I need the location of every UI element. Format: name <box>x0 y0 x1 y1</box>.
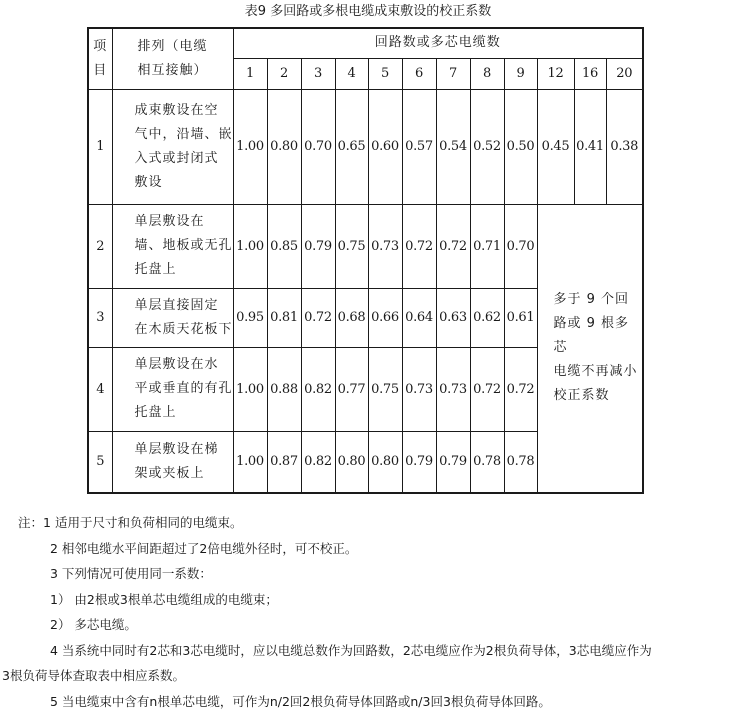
arrangement-line: 托盘上 <box>135 401 233 425</box>
header-item <box>88 28 112 89</box>
factor-cell: 0.38 <box>606 89 643 204</box>
factor-cell: 0.68 <box>335 288 368 347</box>
count-header: 1 <box>233 58 267 89</box>
count-header: 2 <box>267 58 301 89</box>
factor-cell: 0.65 <box>335 89 368 204</box>
row-arrangement <box>112 89 233 204</box>
note-3-item-1: 1） 由2根或3根单芯电缆组成的电缆束； <box>0 587 736 613</box>
count-header: 3 <box>301 58 335 89</box>
factor-cell: 0.80 <box>368 431 402 493</box>
note-1-text: 1 适用于尺寸和负荷相同的电缆束。 <box>43 515 242 530</box>
factor-cell: 1.00 <box>233 347 267 431</box>
arrangement-line: 成束敷设在空 <box>135 99 233 123</box>
note-4-line-2: 3根负荷导体查取表中相应系数。 <box>0 663 736 689</box>
factor-cell: 0.70 <box>504 204 537 288</box>
arrangement-line: 入式或封闭式 <box>135 147 233 171</box>
header-arrangement <box>112 28 233 89</box>
factor-cell: 0.72 <box>504 347 537 431</box>
factor-cell: 0.79 <box>436 431 470 493</box>
count-header: 12 <box>537 58 574 89</box>
table-caption: 表9 多回路或多根电缆成束敷设的校正系数 <box>0 4 736 20</box>
factor-cell: 0.70 <box>301 89 335 204</box>
row-item: 1 <box>88 89 112 204</box>
factor-cell: 1.00 <box>233 204 267 288</box>
factor-cell: 0.73 <box>368 204 402 288</box>
note-4-line-1: 4 当系统中同时有2芯和3芯电缆时，应以电缆总数作为回路数，2芯电缆应作为2根负荷导体，3芯电缆应作为 <box>0 638 736 664</box>
arrangement-line: 单层敷设在 <box>135 210 233 234</box>
count-header: 16 <box>574 58 606 89</box>
arrangement-line: 单层直接固定 <box>135 294 233 318</box>
factor-cell: 0.88 <box>267 347 301 431</box>
factor-cell: 0.62 <box>470 288 504 347</box>
table-row <box>88 89 643 204</box>
factor-cell: 0.80 <box>335 431 368 493</box>
count-header: 7 <box>436 58 470 89</box>
factor-cell: 0.72 <box>402 204 436 288</box>
row-arrangement <box>112 347 233 431</box>
factor-cell: 0.73 <box>436 347 470 431</box>
header-arrangement-line: 排列（电缆 <box>113 35 233 59</box>
factor-cell: 0.73 <box>402 347 436 431</box>
arrangement-line: 墙、地板或无孔 <box>135 234 233 258</box>
notes-section <box>0 510 736 714</box>
factor-cell: 0.80 <box>267 89 301 204</box>
factor-cell: 0.72 <box>301 288 335 347</box>
factor-cell: 0.72 <box>436 204 470 288</box>
factor-cell: 0.75 <box>335 204 368 288</box>
count-header: 20 <box>606 58 643 89</box>
row-arrangement <box>112 204 233 288</box>
count-header: 4 <box>335 58 368 89</box>
count-header: 5 <box>368 58 402 89</box>
factor-cell: 0.41 <box>574 89 606 204</box>
table-row <box>88 204 643 288</box>
row-item: 4 <box>88 347 112 431</box>
factor-cell: 0.82 <box>301 431 335 493</box>
factor-cell: 0.61 <box>504 288 537 347</box>
factor-cell: 0.95 <box>233 288 267 347</box>
factor-cell: 0.54 <box>436 89 470 204</box>
row-item: 3 <box>88 288 112 347</box>
note-2: 2 相邻电缆水平间距超过了2倍电缆外径时，可不校正。 <box>0 536 736 562</box>
arrangement-line: 单层敷设在梯 <box>135 438 233 462</box>
factor-cell: 0.82 <box>301 347 335 431</box>
note-5: 5 当电缆束中含有n根单芯电缆，可作为n/2回2根负荷导体回路或n/3回3根负荷导体回路。 <box>0 689 736 714</box>
factor-cell: 0.79 <box>301 204 335 288</box>
merged-note-line: 电缆不再减小 <box>554 360 643 384</box>
row-arrangement <box>112 288 233 347</box>
factor-cell: 0.78 <box>470 431 504 493</box>
merged-note-line: 多于 9 个回 <box>554 288 643 312</box>
arrangement-line: 在木质天花板下 <box>135 318 233 342</box>
merged-note-line: 校正系数 <box>554 384 643 408</box>
count-header: 8 <box>470 58 504 89</box>
header-count-group: 回路数或多芯电缆数 <box>233 28 643 58</box>
correction-factor-table <box>87 27 644 494</box>
factor-cell: 0.52 <box>470 89 504 204</box>
merged-note-line: 路或 9 根多芯 <box>554 312 643 360</box>
factor-cell: 0.79 <box>402 431 436 493</box>
factor-cell: 0.87 <box>267 431 301 493</box>
note-3-item-2: 2） 多芯电缆。 <box>0 612 736 638</box>
arrangement-line: 单层敷设在水 <box>135 353 233 377</box>
header-item-line: 目 <box>89 59 112 83</box>
count-header: 9 <box>504 58 537 89</box>
arrangement-line: 平或垂直的有孔 <box>135 377 233 401</box>
factor-cell: 0.77 <box>335 347 368 431</box>
factor-cell: 0.57 <box>402 89 436 204</box>
factor-cell: 0.45 <box>537 89 574 204</box>
factor-cell: 1.00 <box>233 431 267 493</box>
arrangement-line: 敷设 <box>135 171 233 195</box>
note-1 <box>0 510 736 536</box>
factor-cell: 0.66 <box>368 288 402 347</box>
count-header: 6 <box>402 58 436 89</box>
factor-cell: 0.81 <box>267 288 301 347</box>
merged-note-cell <box>537 204 643 493</box>
header-arrangement-line: 相互接触） <box>113 59 233 83</box>
factor-cell: 0.71 <box>470 204 504 288</box>
note-3: 3 下列情况可使用同一系数： <box>0 561 736 587</box>
factor-cell: 0.85 <box>267 204 301 288</box>
factor-cell: 0.78 <box>504 431 537 493</box>
factor-cell: 0.60 <box>368 89 402 204</box>
row-item: 5 <box>88 431 112 493</box>
arrangement-line: 托盘上 <box>135 258 233 282</box>
factor-cell: 0.72 <box>470 347 504 431</box>
factor-cell: 1.00 <box>233 89 267 204</box>
arrangement-line: 架或夹板上 <box>135 462 233 486</box>
notes-prefix: 注： <box>18 515 43 530</box>
factor-cell: 0.50 <box>504 89 537 204</box>
arrangement-line: 气中，沿墙、嵌 <box>135 123 233 147</box>
row-item: 2 <box>88 204 112 288</box>
factor-cell: 0.63 <box>436 288 470 347</box>
factor-cell: 0.64 <box>402 288 436 347</box>
row-arrangement <box>112 431 233 493</box>
factor-cell: 0.75 <box>368 347 402 431</box>
header-item-line: 项 <box>89 35 112 59</box>
